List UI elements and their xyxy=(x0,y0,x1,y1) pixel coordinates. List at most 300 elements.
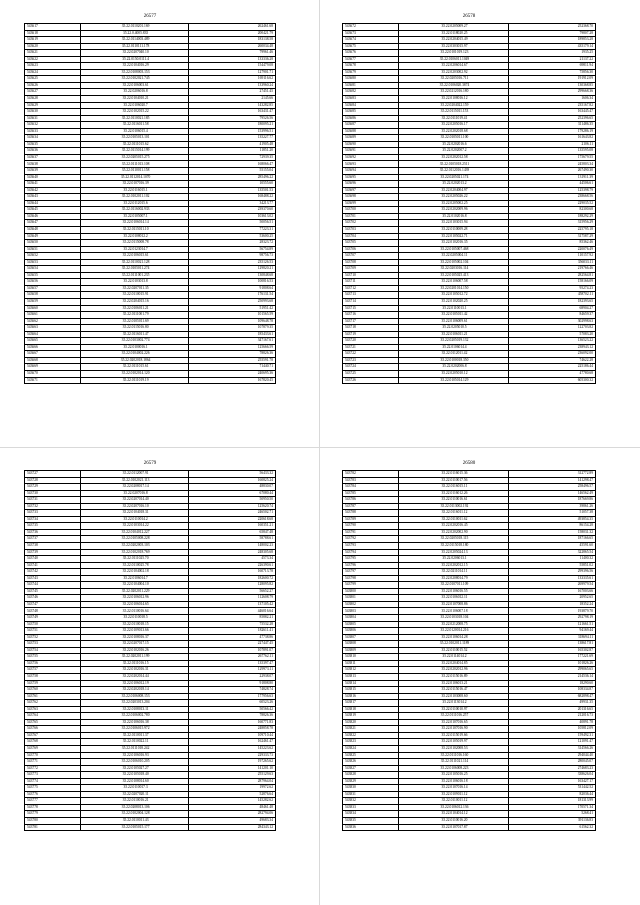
point-number-cell: 543767 xyxy=(25,732,81,739)
parcel-id-cell: 35.22.0104004.10 xyxy=(80,582,189,589)
area-value-cell: 235126.53 xyxy=(189,259,276,266)
point-number-cell: 543635 xyxy=(25,141,81,148)
panel-26578 xyxy=(342,14,596,384)
area-value-cell: 79961.46 xyxy=(189,50,276,57)
table-row xyxy=(25,377,276,384)
area-value-cell: 180095.21 xyxy=(189,122,276,129)
point-number-cell: 543822 xyxy=(343,732,399,739)
point-number-cell: 543811 xyxy=(343,660,399,667)
parcel-id-cell: 35.22.0111021.114 xyxy=(399,759,509,766)
area-value-cell: 127901.71 xyxy=(189,69,276,76)
point-number-cell: 543694 xyxy=(343,168,399,175)
point-number-cell: 543701 xyxy=(343,213,399,220)
point-number-cell: 543745 xyxy=(25,588,81,595)
horizontal-page-divider xyxy=(0,447,640,448)
area-value-cell: 60523.26 xyxy=(189,700,276,707)
point-number-cell: 543653 xyxy=(25,259,81,266)
point-number-cell: 543656 xyxy=(25,279,81,286)
area-value-cell: 191912.09 xyxy=(508,76,595,83)
area-value-cell: 338626.04 xyxy=(508,772,595,779)
point-number-cell: 543778 xyxy=(25,804,81,811)
point-number-cell: 543759 xyxy=(25,680,81,687)
area-value-cell: 91808.64 xyxy=(189,285,276,292)
point-number-cell: 543715 xyxy=(343,305,399,312)
area-value-cell: 74622.28 xyxy=(508,357,595,364)
parcel-id-cell: 35.22.0103002.774 xyxy=(80,338,189,345)
area-value-cell: 48461.48 xyxy=(189,804,276,811)
parcel-id-cell: 35.22.0104014.12 xyxy=(399,811,509,818)
point-number-cell: 543637 xyxy=(25,154,81,161)
panel-title: 26578 xyxy=(462,14,476,19)
point-number-cell: 543825 xyxy=(343,752,399,759)
parcel-id-cell: 35.22.0106014.65 xyxy=(80,601,189,608)
area-value-cell: 322865.54 xyxy=(508,549,595,556)
point-number-cell: 543624 xyxy=(25,69,81,76)
parcel-id-cell: 35.22.0111019.41 xyxy=(399,115,509,122)
point-number-cell: 543828 xyxy=(343,772,399,779)
area-value-cell: 82300.68 xyxy=(508,207,595,214)
area-value-cell: 84659.37 xyxy=(508,312,595,319)
parcel-id-cell: 35.22.0104002.18 xyxy=(80,569,189,576)
parcel-id-cell: 35.22.0104002.226 xyxy=(80,351,189,358)
parcel-id-cell: 35.22.0105007.468 xyxy=(399,246,509,253)
parcel-id-cell: 35.22.0115019.66 xyxy=(399,732,509,739)
point-number-cell: 543719 xyxy=(343,331,399,338)
points-table xyxy=(342,470,596,831)
parcel-id-cell: 35.22.0102008.53 xyxy=(399,745,509,752)
point-number-cell: 543794 xyxy=(343,549,399,556)
point-number-cell: 543669 xyxy=(25,364,81,371)
point-number-cell: 543768 xyxy=(25,739,81,746)
point-number-cell: 543809 xyxy=(343,647,399,654)
area-value-cell: 267762.11 xyxy=(189,654,276,661)
area-value-cell: 176131.54 xyxy=(189,292,276,299)
parcel-id-cell: 35.22.0111019.19 xyxy=(80,377,189,384)
area-value-cell: 188292.29 xyxy=(508,213,595,220)
point-number-cell: 543781 xyxy=(25,824,81,831)
parcel-id-cell: 35.22.0102016.8 xyxy=(399,213,509,220)
point-number-cell: 543775 xyxy=(25,785,81,792)
parcel-id-cell: 35.22.0203013.204 xyxy=(80,700,189,707)
point-number-cell: 543684 xyxy=(343,102,399,109)
parcel-id-cell: 35.22.0205010.5 xyxy=(399,325,509,332)
parcel-id-cell: 35.22.0202006.8 xyxy=(399,364,509,371)
area-value-cell: 75856.30 xyxy=(508,69,595,76)
point-number-cell: 543765 xyxy=(25,719,81,726)
parcel-id-cell: 35.22.0110021.128 xyxy=(80,259,189,266)
area-value-cell: 74828.74 xyxy=(189,687,276,694)
area-value-cell: 57083.20 xyxy=(508,331,595,338)
area-value-cell: 458702.11 xyxy=(508,292,595,299)
parcel-id-cell: 35.22.0106020.7 xyxy=(80,102,189,109)
parcel-id-cell: 35.22.0106016.55 xyxy=(399,588,509,595)
parcel-id-cell: 35.22.0112007.91 xyxy=(80,471,189,478)
point-number-cell: 543763 xyxy=(25,706,81,713)
area-value-cell: 187166.65 xyxy=(508,536,595,543)
area-value-cell: 58788.61 xyxy=(189,536,276,543)
area-value-cell: 135501.53 xyxy=(189,187,276,194)
point-number-cell: 543796 xyxy=(343,562,399,569)
point-number-cell: 543679 xyxy=(343,69,399,76)
area-value-cell: 170571.34 xyxy=(508,804,595,811)
point-number-cell: 543636 xyxy=(25,148,81,155)
parcel-id-cell: 35.22.0204014.85 xyxy=(399,660,509,667)
area-value-cell: 226390.61 xyxy=(189,562,276,569)
parcel-id-cell: 35.22.0116011.12 xyxy=(399,510,509,517)
parcel-id-cell: 35.22.0110011.12 xyxy=(399,798,509,805)
area-value-cell: 55155.04 xyxy=(189,168,276,175)
parcel-id-cell: 35.22.0106010.205 xyxy=(80,759,189,766)
parcel-id-cell: 35.22.0116015.1 xyxy=(80,187,189,194)
point-number-cell: 543791 xyxy=(343,529,399,536)
panel-26577 xyxy=(24,14,276,384)
area-value-cell: 133336.28 xyxy=(189,56,276,63)
parcel-id-cell: 35.22.0106014.7 xyxy=(80,575,189,582)
area-value-cell: 86154.28 xyxy=(508,523,595,530)
area-value-cell: 160713.78 xyxy=(189,569,276,576)
parcel-id-cell: 35.22.0202012.58 xyxy=(399,154,509,161)
area-value-cell: 79526.56 xyxy=(189,115,276,122)
area-value-cell: 160825.24 xyxy=(189,477,276,484)
point-number-cell: 543727 xyxy=(25,471,81,478)
area-value-cell: 185433.61 xyxy=(189,331,276,338)
parcel-id-cell: 35.22.0115011.10 xyxy=(80,226,189,233)
parcel-id-cell: 35.22.0102016.31 xyxy=(80,667,189,674)
point-number-cell: 543732 xyxy=(25,503,81,510)
parcel-id-cell: 35.22.0102020.25 xyxy=(399,298,509,305)
area-value-cell: 20952.65 xyxy=(508,595,595,602)
point-number-cell: 543712 xyxy=(343,285,399,292)
area-value-cell: 225186.44 xyxy=(508,364,595,371)
point-number-cell: 543626 xyxy=(25,82,81,89)
area-value-cell: 101565.59 xyxy=(189,312,276,319)
point-number-cell: 543829 xyxy=(343,778,399,785)
parcel-id-cell: 35.22.0.4005.835 xyxy=(80,30,189,37)
area-value-cell: 77223.31 xyxy=(189,226,276,233)
area-value-cell: 72939.35 xyxy=(189,154,276,161)
point-number-cell: 543739 xyxy=(25,549,81,556)
area-value-cell: 240695.36 xyxy=(189,370,276,377)
area-value-cell: 61562.32 xyxy=(508,824,595,831)
area-value-cell: 1606.34 xyxy=(508,96,595,103)
point-number-cell: 543729 xyxy=(25,484,81,491)
panel-26579 xyxy=(24,461,276,831)
area-value-cell: 160771.83 xyxy=(189,719,276,726)
point-number-cell: 543740 xyxy=(25,556,81,563)
point-number-cell: 543628 xyxy=(25,96,81,103)
point-number-cell: 543692 xyxy=(343,154,399,161)
parcel-id-cell: 35.22.0102016.35 xyxy=(399,240,509,247)
area-value-cell: 34213.77 xyxy=(189,200,276,207)
point-number-cell: 543695 xyxy=(343,174,399,181)
parcel-id-cell: 35.22.0115016.89 xyxy=(399,673,509,680)
area-value-cell: 125398.79 xyxy=(508,187,595,194)
area-value-cell: 135227.77 xyxy=(189,135,276,142)
area-value-cell: 53600.25 xyxy=(189,233,276,240)
area-value-cell: 145282.62 xyxy=(189,798,276,805)
area-value-cell: 45591.60 xyxy=(508,543,595,550)
area-value-cell: 255591.78 xyxy=(189,357,276,364)
point-number-cell: 543820 xyxy=(343,719,399,726)
point-number-cell: 543666 xyxy=(25,344,81,351)
area-value-cell: 302998.63 xyxy=(508,318,595,325)
point-number-cell: 543657 xyxy=(25,285,81,292)
area-value-cell: 238943.12 xyxy=(508,344,595,351)
parcel-id-cell: 35.22.0105022.71 xyxy=(399,233,509,240)
point-number-cell: 543836 xyxy=(343,824,399,831)
point-number-cell: 543708 xyxy=(343,259,399,266)
parcel-id-cell: 35.22.0109011.12 xyxy=(399,791,509,798)
point-number-cell: 543773 xyxy=(25,772,81,779)
point-number-cell: 543717 xyxy=(343,318,399,325)
parcel-id-cell: 35.22.0203002.92 xyxy=(399,69,509,76)
area-value-cell: 312772.89 xyxy=(508,471,595,478)
area-value-cell: 130368.85 xyxy=(508,82,595,89)
parcel-id-cell: 35.22.0105015.177 xyxy=(80,824,189,831)
parcel-id-cell: 35.22.0201014.150 xyxy=(399,285,509,292)
point-number-cell: 543753 xyxy=(25,641,81,648)
parcel-id-cell: 35.22.0105011.100 xyxy=(399,135,509,142)
area-value-cell: 56652.27 xyxy=(189,588,276,595)
area-value-cell: 252396.65 xyxy=(508,115,595,122)
area-value-cell: 314566.26 xyxy=(508,745,595,752)
point-number-cell: 543823 xyxy=(343,739,399,746)
area-value-cell: 248305.68 xyxy=(189,549,276,556)
point-number-cell: 543618 xyxy=(25,30,81,37)
parcel-id-cell: 35.22.0110018.15 xyxy=(80,621,189,628)
point-number-cell: 543747 xyxy=(25,601,81,608)
parcel-id-cell: 35.22.0205026.22 xyxy=(399,194,509,201)
point-number-cell: 543680 xyxy=(343,76,399,83)
point-number-cell: 543682 xyxy=(343,89,399,96)
parcel-id-cell: 35.22.0104016.29 xyxy=(80,63,189,70)
point-number-cell: 543783 xyxy=(343,477,399,484)
area-value-cell: 135397.47 xyxy=(189,660,276,667)
area-value-cell: 44506.61 xyxy=(508,181,595,188)
point-number-cell: 543688 xyxy=(343,128,399,135)
point-number-cell: 543771 xyxy=(25,759,81,766)
point-number-cell: 543813 xyxy=(343,673,399,680)
area-value-cell: 1935.25 xyxy=(508,50,595,57)
parcel-id-cell: 35.22.0206014.67 xyxy=(399,63,509,70)
point-number-cell: 543769 xyxy=(25,745,81,752)
point-number-cell: 543703 xyxy=(343,226,399,233)
parcel-id-cell: 35.22.0107016.39 xyxy=(80,181,189,188)
parcel-id-cell: 35.22.0106011.21 xyxy=(80,305,189,312)
point-number-cell: 543631 xyxy=(25,115,81,122)
area-value-cell: 169116.62 xyxy=(189,76,276,83)
point-number-cell: 543634 xyxy=(25,135,81,142)
table-row xyxy=(343,824,596,831)
area-value-cell: 280045.07 xyxy=(508,759,595,766)
area-value-cell: 28323.72 xyxy=(189,240,276,247)
parcel-id-cell: 35.22.0105013.101 xyxy=(80,135,189,142)
point-number-cell: 543777 xyxy=(25,798,81,805)
point-number-cell: 543720 xyxy=(343,338,399,345)
vertical-page-divider xyxy=(319,0,320,905)
parcel-id-cell: 35.22.0105007.1 xyxy=(80,213,189,220)
parcel-id-cell: 35.22.0112011.42 xyxy=(399,351,509,358)
point-number-cell: 543647 xyxy=(25,220,81,227)
point-number-cell: 543659 xyxy=(25,298,81,305)
point-number-cell: 543671 xyxy=(25,377,81,384)
area-value-cell: 262461.68 xyxy=(189,24,276,31)
point-number-cell: 543646 xyxy=(25,213,81,220)
parcel-id-cell: 35.22.0106020.3874 xyxy=(399,82,509,89)
point-number-cell: 543689 xyxy=(343,135,399,142)
parcel-id-cell: 35.22.0100016.1 xyxy=(80,344,189,351)
area-value-cell: 47738.86 xyxy=(189,634,276,641)
point-number-cell: 543758 xyxy=(25,673,81,680)
area-value-cell: 260034.48 xyxy=(189,43,276,50)
point-number-cell: 543748 xyxy=(25,608,81,615)
parcel-id-cell: 35.22.0111001.235 xyxy=(80,272,189,279)
area-value-cell: 18352.24 xyxy=(508,601,595,608)
parcel-id-cell: 35.22.0107016.65 xyxy=(399,719,509,726)
point-number-cell: 543707 xyxy=(343,253,399,260)
parcel-id-cell: 35.22.0111016.160 xyxy=(399,752,509,759)
point-number-cell: 543815 xyxy=(343,687,399,694)
area-value-cell: 315956.29 xyxy=(508,220,595,227)
area-value-cell: 220076.49 xyxy=(508,246,595,253)
point-number-cell: 543702 xyxy=(343,220,399,227)
parcel-id-cell: 35.22.0106011.1049 xyxy=(399,56,509,63)
area-value-cell: 95274.23 xyxy=(508,285,595,292)
point-number-cell: 543830 xyxy=(343,785,399,792)
point-number-cell: 543764 xyxy=(25,713,81,720)
area-value-cell: 163427.17 xyxy=(508,778,595,785)
area-value-cell: 131911.39 xyxy=(508,174,595,181)
point-number-cell: 543667 xyxy=(25,351,81,358)
parcel-id-cell: 35.22.0105018.40 xyxy=(80,772,189,779)
area-value-cell: 165302.87 xyxy=(508,647,595,654)
area-value-cell: 227447.45 xyxy=(189,641,276,648)
area-value-cell: 19972.62 xyxy=(189,785,276,792)
area-value-cell: 229333.73 xyxy=(189,752,276,759)
point-number-cell: 543709 xyxy=(343,266,399,273)
area-value-cell: 282564.81 xyxy=(508,272,595,279)
area-value-cell: 148002.23 xyxy=(189,543,276,550)
point-number-cell: 543619 xyxy=(25,37,81,44)
parcel-id-cell: 35.22.0108016.37 xyxy=(80,634,189,641)
parcel-id-cell: 35.22.0106016.38 xyxy=(80,719,189,726)
area-value-cell: 294044.40 xyxy=(508,752,595,759)
area-value-cell: 220618.68 xyxy=(189,516,276,523)
parcel-id-cell: 35.22.0202014.44 xyxy=(80,673,189,680)
parcel-id-cell: 35.22.0106016.18 xyxy=(399,778,509,785)
point-number-cell: 543639 xyxy=(25,168,81,175)
point-number-cell: 543819 xyxy=(343,713,399,720)
area-value-cell: 109648.78 xyxy=(189,318,276,325)
point-number-cell: 543677 xyxy=(343,56,399,63)
area-value-cell: 258496.57 xyxy=(508,484,595,491)
area-value-cell: 167003.66 xyxy=(508,588,595,595)
point-number-cell: 543786 xyxy=(343,497,399,504)
parcel-id-cell: 35.22.0111018.242 xyxy=(80,745,189,752)
panel-title: 26579 xyxy=(143,461,157,466)
area-value-cell: 605300.32 xyxy=(508,377,595,384)
point-number-cell: 543686 xyxy=(343,115,399,122)
parcel-id-cell: 35.22.0106008.153 xyxy=(80,693,189,700)
parcel-id-cell: 35.22.0207011.35 xyxy=(80,285,189,292)
parcel-id-cell: 35.22.0103013.8 xyxy=(80,279,189,286)
parcel-id-cell: 35.22.0112015.6 xyxy=(80,200,189,207)
point-number-cell: 543832 xyxy=(343,798,399,805)
parcel-id-cell: 35.22.0102011.102 xyxy=(80,194,189,201)
area-value-cell: 292798.19 xyxy=(508,615,595,622)
parcel-id-cell: 35.22.0114003.489 xyxy=(80,37,189,44)
parcel-id-cell: 35.22.0115014.199 xyxy=(80,148,189,155)
area-value-cell: 163431.47 xyxy=(189,109,276,116)
parcel-id-cell: 35.22.0112014.1070 xyxy=(80,174,189,181)
point-number-cell: 543672 xyxy=(343,24,399,31)
parcel-id-cell: 35.22.0110022.11 xyxy=(80,739,189,746)
point-number-cell: 543714 xyxy=(343,298,399,305)
parcel-id-cell: 35.22.0107011.109 xyxy=(399,582,509,589)
points-table xyxy=(24,470,276,831)
parcel-id-cell: 35.22.0206013.1 xyxy=(399,556,509,563)
point-number-cell: 543741 xyxy=(25,562,81,569)
parcel-id-cell: 35.22.0205024.13 xyxy=(399,549,509,556)
area-value-cell: 347167.61 xyxy=(189,338,276,345)
area-value-cell: 193879.70 xyxy=(508,608,595,615)
area-value-cell: 125666.59 xyxy=(189,344,276,351)
parcel-id-cell: 35.22.0105018.2511 xyxy=(399,161,509,168)
parcel-id-cell: 35.22.0207020.11 xyxy=(80,791,189,798)
parcel-id-cell: 35.22.0106003.61 xyxy=(80,82,189,89)
point-number-cell: 543675 xyxy=(343,43,399,50)
point-number-cell: 543750 xyxy=(25,621,81,628)
point-number-cell: 543780 xyxy=(25,817,81,824)
parcel-id-cell: 35.22.0107017.87 xyxy=(399,824,509,831)
area-value-cell: 201316.65 xyxy=(508,706,595,713)
parcel-id-cell: 35.22.0110013.1 xyxy=(399,305,509,312)
parcel-id-cell: 35.22.0106012.19 xyxy=(80,680,189,687)
parcel-id-cell: 35.22.0110009.28 xyxy=(399,226,509,233)
point-number-cell: 543705 xyxy=(343,240,399,247)
parcel-id-cell: 35.22.0110201.169 xyxy=(80,24,189,31)
parcel-id-cell: 35.22.0103014.22 xyxy=(80,523,189,530)
point-number-cell: 543770 xyxy=(25,752,81,759)
area-value-cell: 181313.99 xyxy=(508,798,595,805)
parcel-id-cell: 35.22.0208013.106 xyxy=(80,804,189,811)
parcel-id-cell: 35.22.0106008.223 xyxy=(399,765,509,772)
parcel-id-cell: 35.22.0207014.40 xyxy=(80,497,189,504)
parcel-id-cell: 35.22.0112016.1439 xyxy=(399,168,509,175)
area-value-cell: 68904.27 xyxy=(508,305,595,312)
point-number-cell: 543816 xyxy=(343,693,399,700)
point-number-cell: 543779 xyxy=(25,811,81,818)
area-value-cell: 91808.80 xyxy=(189,680,276,687)
parcel-id-cell: 35.22.0202011.199 xyxy=(80,654,189,661)
point-number-cell: 543630 xyxy=(25,109,81,116)
area-value-cell: 133335.61 xyxy=(508,575,595,582)
point-number-cell: 543664 xyxy=(25,331,81,338)
parcel-id-cell: 35.22.0111013.108 xyxy=(80,161,189,168)
panel-title: 26580 xyxy=(462,461,476,466)
parcel-id-cell: 35.22.0114014.2 xyxy=(399,654,509,661)
parcel-id-cell: 35.22.0110018.5 xyxy=(80,615,189,622)
parcel-id-cell: 35.22.0205016.711 xyxy=(399,76,509,83)
point-number-cell: 543755 xyxy=(25,654,81,661)
point-number-cell: 543754 xyxy=(25,647,81,654)
area-value-cell: 435179.14 xyxy=(508,43,595,50)
point-number-cell: 543762 xyxy=(25,700,81,707)
parcel-id-cell: 35.22.0105027.27 xyxy=(80,765,189,772)
point-number-cell: 543632 xyxy=(25,122,81,129)
parcel-id-cell: 35.22.0111016.257 xyxy=(399,713,509,720)
parcel-id-cell: 35.22.0105011.274 xyxy=(80,266,189,273)
